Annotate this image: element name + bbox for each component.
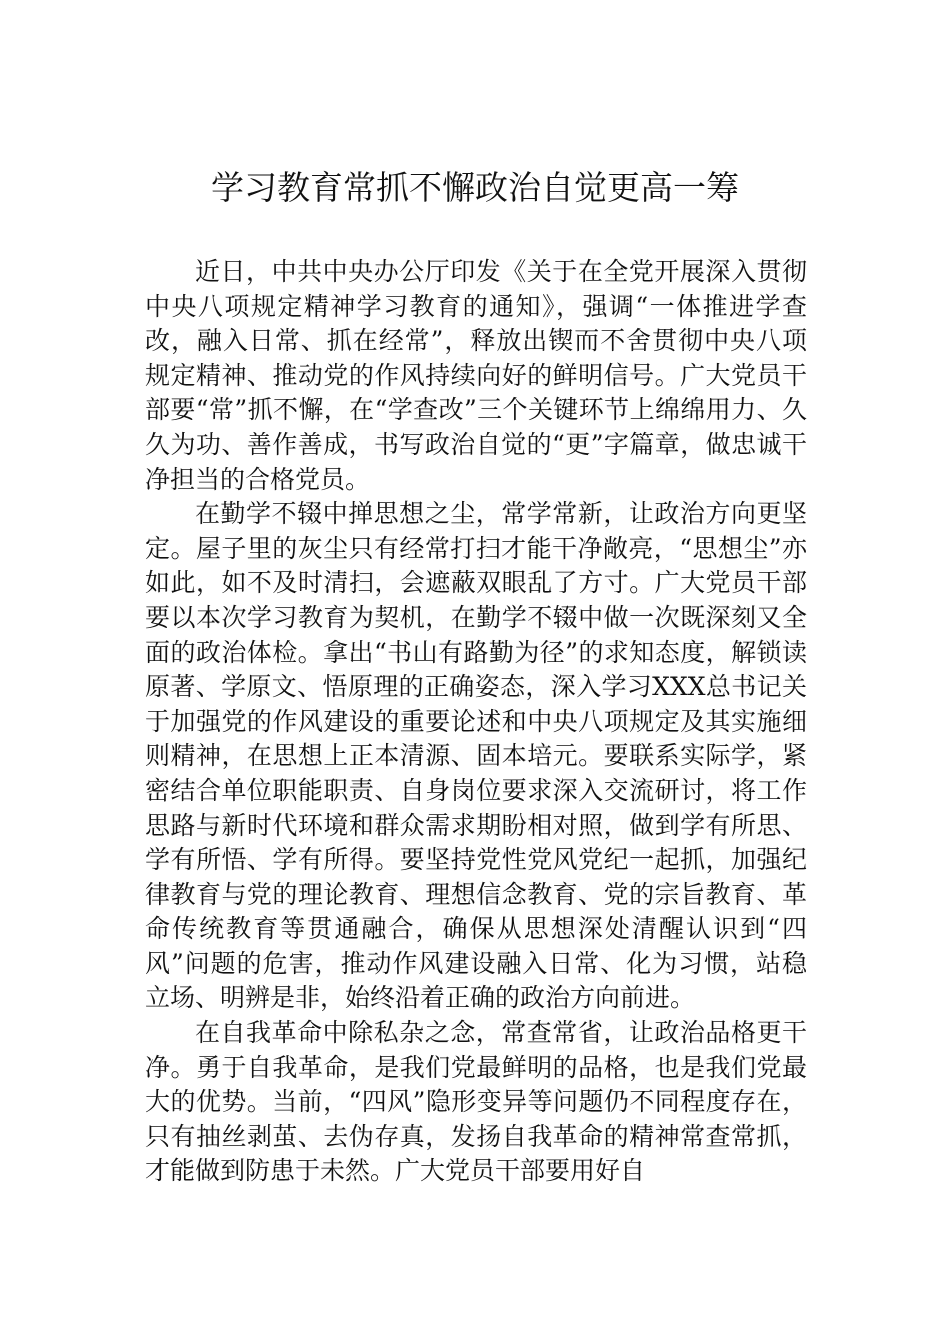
document-body xyxy=(145,255,807,1189)
document-title: 学习教育常抓不懈政治自觉更高一筹 xyxy=(211,168,739,207)
paragraph: 在自我革命中除私杂之念，常查常省，让政治品格更干净。勇于自我革命，是我们党最鲜明的品格，也是我们党最大的优势。当前，“四风”隐形变异等问题仍不同程度存在，只有抽丝剥茧、去伪存真，发扬自我革命的精神常查常抓，才能做到防患于未然。广大党员干部要用好自 xyxy=(145,1018,807,1186)
paragraph: 近日，中共中央办公厅印发《关于在全党开展深入贯彻中央八项规定精神学习教育的通知》，强调“一体推进学查改，融入日常、抓在经常”，释放出锲而不舍贯彻中央八项规定精神、推动党的作风持续向好的鲜明信号。广大党员干部要“常”抓不懈，在“学查改”三个关键环节上绵绵用力、久久为功、善作善成，书写政治自觉的“更”字篇章，做忠诚干净担当的合格党员。 xyxy=(145,257,807,494)
paragraph: 在勤学不辍中掸思想之尘，常学常新，让政治方向更坚定。屋子里的灰尘只有经常打扫才能干净敞亮，“思想尘”亦如此，如不及时清扫，会遮蔽双眼乱了方寸。广大党员干部要以本次学习教育为契机，在勤学不辍中做一次既深刻又全面的政治体检。拿出“书山有路勤为径”的求知态度，解锁读原著、学原文、悟原理的正确姿态，深入学习XXX总书记关于加强党的作风建设的重要论述和中央八项规定及其实施细则精神，在思想上正本清源、固本培元。要联系实际学，紧密结合单位职能职责、自身岗位要求深入交流研讨，将工作思路与新时代环境和群众需求期盼相对照，做到学有所思、学有所悟、学有所得。要坚持党性党风党纪一起抓，加强纪律教育与党的理论教育、理想信念教育、党的宗旨教育、革命传统教育等贯通融合，确保从思想深处清醒认识到“四风”问题的危害，推动作风建设融入日常、化为习惯，站稳立场、明辨是非，始终沿着正确的政治方向前进。 xyxy=(145,499,807,1013)
